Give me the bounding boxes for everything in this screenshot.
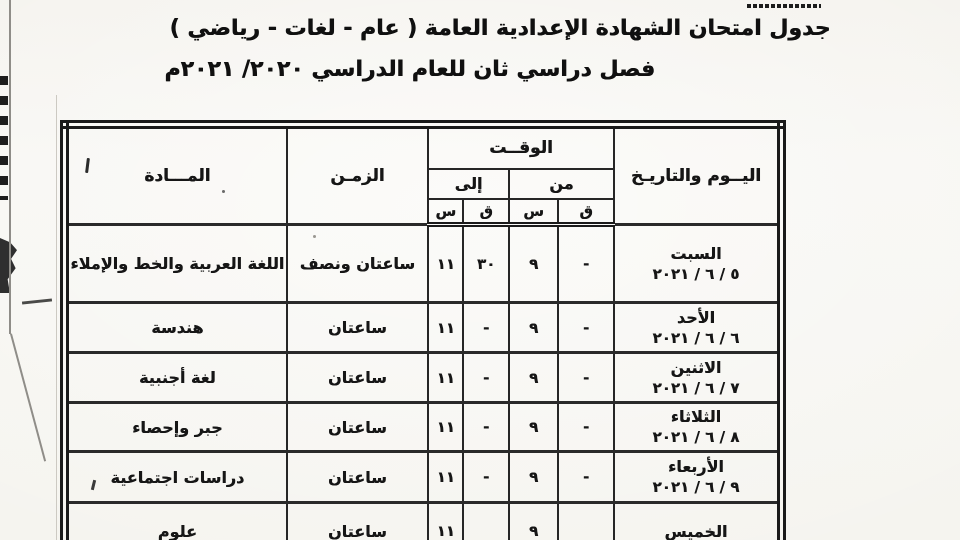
to-minutes-cell: - xyxy=(463,353,508,403)
day-name: الثلاثاء xyxy=(670,407,722,426)
to-hours-cell: ١١ xyxy=(428,353,463,403)
day-name: الأحد xyxy=(676,307,716,327)
header-from-hours: س xyxy=(509,199,558,225)
duration-cell: ساعتان xyxy=(287,303,428,353)
day-date-cell xyxy=(614,303,782,353)
day-date: ٧ / ٦ / ٢٠٢١ xyxy=(652,378,740,397)
from-minutes-cell: - xyxy=(558,303,614,353)
from-hours-cell: ٩ xyxy=(509,452,558,503)
header-duration: الزمـن xyxy=(287,125,428,225)
table-row xyxy=(65,503,782,540)
day-name: الخميس xyxy=(664,521,728,540)
from-hours-cell: ٩ xyxy=(509,403,558,452)
day-date-cell xyxy=(614,353,782,403)
subject-cell: علوم xyxy=(65,503,287,540)
duration-cell: ساعتان xyxy=(287,452,428,503)
header-subject: المـــادة xyxy=(65,125,287,225)
day-date-cell xyxy=(614,503,782,540)
day-name: الأربعاء xyxy=(668,457,724,476)
from-minutes-cell: - xyxy=(558,403,614,452)
table-row xyxy=(65,403,782,452)
day-date: ٩ / ٦ / ٢٠٢١ xyxy=(652,478,740,496)
document-title: جدول امتحان الشهادة الإعدادية العامة ( عام - لغات - رياضي ) xyxy=(169,16,831,41)
dotted-line-artifact xyxy=(747,4,821,8)
day-date: ٨ / ٦ / ٢٠٢١ xyxy=(652,428,740,446)
from-minutes-cell: - xyxy=(558,353,614,403)
to-hours-cell: ١١ xyxy=(428,225,463,303)
table-row xyxy=(65,452,782,503)
day-name: الاثنين xyxy=(670,357,722,377)
subject-cell: دراسات اجتماعية xyxy=(65,452,287,503)
subject-cell: هندسة xyxy=(65,303,287,353)
document-subtitle: فصل دراسي ثان للعام الدراسي ٢٠٢٠/ ٢٠٢١م xyxy=(164,57,655,82)
scan-artifact-edge-dashes xyxy=(0,76,8,200)
subject-cell: اللغة العربية والخط والإملاء xyxy=(65,225,287,303)
to-hours-cell: ١١ xyxy=(428,403,463,452)
day-name: السبت xyxy=(670,243,722,263)
from-hours-cell: ٩ xyxy=(509,353,558,403)
subject-cell: لغة أجنبية xyxy=(65,353,287,403)
scan-artifact-diagonal-line xyxy=(10,333,46,461)
to-hours-cell: ١١ xyxy=(428,452,463,503)
duration-cell: ساعتان xyxy=(287,353,428,403)
header-from: من xyxy=(509,169,614,199)
from-minutes-cell: - xyxy=(558,225,614,303)
header-to: إلى xyxy=(428,169,509,199)
to-hours-cell: ١١ xyxy=(428,503,463,540)
from-hours-cell: ٩ xyxy=(509,225,558,303)
to-hours-cell: ١١ xyxy=(428,303,463,353)
header-day-date: اليــوم والتاريـخ xyxy=(614,125,782,225)
from-minutes-cell xyxy=(558,503,614,540)
duration-cell: ساعتان xyxy=(287,403,428,452)
to-minutes-cell: - xyxy=(463,452,508,503)
from-hours-cell: ٩ xyxy=(509,303,558,353)
table-row xyxy=(65,353,782,403)
header-from-minutes: ق xyxy=(558,199,614,225)
to-minutes-cell: ٣٠ xyxy=(463,225,508,303)
table-row xyxy=(65,303,782,353)
day-date: ٦ / ٦ / ٢٠٢١ xyxy=(652,328,740,347)
day-date-cell xyxy=(614,452,782,503)
header-time: الوقــت xyxy=(428,125,614,169)
header-to-minutes: ق xyxy=(463,199,508,225)
from-minutes-cell: - xyxy=(558,452,614,503)
duration-cell: ساعتان ونصف xyxy=(287,225,428,303)
day-date-cell xyxy=(614,403,782,452)
to-minutes-cell xyxy=(463,503,508,540)
to-minutes-cell: - xyxy=(463,303,508,353)
scan-artifact-horizontal-dash xyxy=(22,298,52,304)
day-date: ٥ / ٦ / ٢٠٢١ xyxy=(652,264,740,283)
header-to-hours: س xyxy=(428,199,463,225)
duration-cell: ساعتان xyxy=(287,503,428,540)
exam-schedule-table xyxy=(60,120,786,540)
scan-artifact-vertical-line xyxy=(9,0,11,334)
subject-cell: جبر وإحصاء xyxy=(65,403,287,452)
to-minutes-cell: - xyxy=(463,403,508,452)
table-row xyxy=(65,225,782,303)
day-date-cell xyxy=(614,225,782,303)
scan-artifact-faint-line xyxy=(56,95,57,540)
from-hours-cell: ٩ xyxy=(509,503,558,540)
